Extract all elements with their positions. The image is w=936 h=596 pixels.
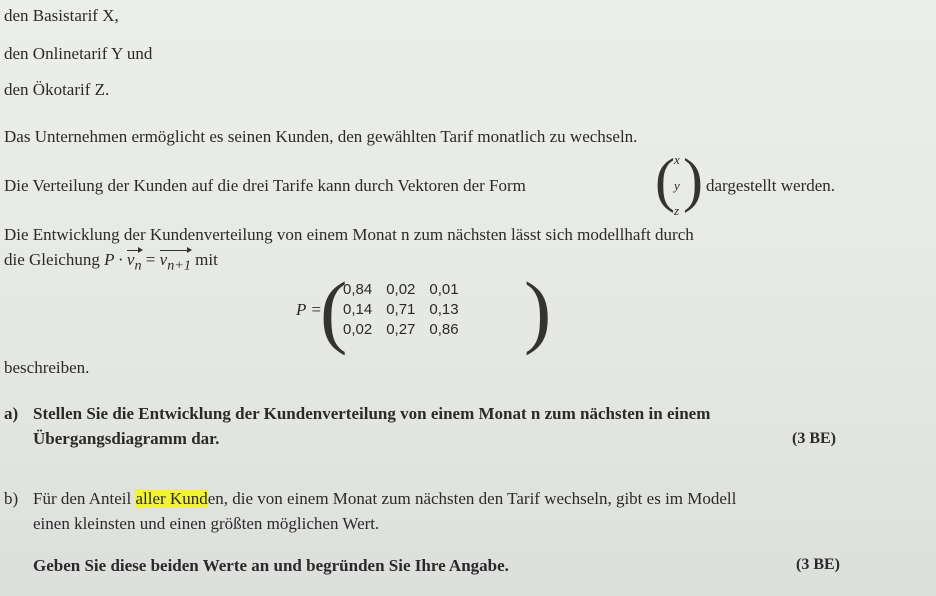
vector-vn1 bbox=[160, 250, 191, 275]
task-b-line-2: einen kleinsten und einen größten möglichen Wert. bbox=[33, 514, 380, 533]
vector-entry-z: z bbox=[674, 203, 680, 218]
matrix-cell: 0,14 bbox=[343, 301, 373, 318]
task-a-line-1: Stellen Sie die Entwicklung der Kundenverteilung von einem Monat n zum nächsten in einem bbox=[33, 404, 711, 423]
paragraph-tariff-change: Das Unternehmen ermöglicht es seinen Kunden, den gewählten Tarif monatlich zu wechseln. bbox=[4, 127, 638, 146]
equation-prefix: die Gleichung bbox=[4, 250, 100, 269]
vector-entry-y: y bbox=[674, 178, 680, 193]
task-b-label: b) bbox=[4, 489, 19, 508]
intro-line-3: den Ökotarif Z. bbox=[4, 80, 110, 99]
task-b-line-1-pre: Für den Anteil bbox=[33, 489, 132, 508]
matrix-cell: 0,71 bbox=[386, 301, 416, 318]
beschreiben-text: beschreiben. bbox=[4, 358, 90, 377]
matrix-cell: 0,02 bbox=[386, 281, 416, 298]
matrix-left-paren: ( bbox=[320, 265, 348, 356]
vector-vn1-letter: v bbox=[159, 250, 168, 269]
vector-vn bbox=[127, 250, 142, 275]
task-a-line-2: Übergangsdiagramm dar. bbox=[33, 429, 220, 448]
paragraph-development-line-2 bbox=[4, 250, 218, 275]
intro-line-1: den Basistarif X, bbox=[4, 6, 119, 25]
matrix-cell: 0,01 bbox=[429, 281, 459, 298]
matrix-cell: 0,13 bbox=[429, 301, 459, 318]
matrix-cell: 0,86 bbox=[429, 321, 459, 338]
matrix-right-paren: ) bbox=[524, 265, 552, 356]
matrix-label: P = bbox=[296, 300, 322, 319]
vector-vn-subscript: n bbox=[134, 257, 142, 274]
paragraph-development-line-1: Die Entwicklung der Kundenverteilung von einem Monat n zum nächsten lässt sich modellhaft durch bbox=[4, 225, 694, 244]
vector-entry-x: x bbox=[674, 152, 680, 167]
equation-P: P · bbox=[104, 250, 123, 269]
matrix-cell: 0,84 bbox=[343, 281, 373, 298]
matrix-row bbox=[336, 320, 466, 340]
task-a-label: a) bbox=[4, 404, 19, 423]
task-b-line-1 bbox=[33, 489, 736, 509]
intro-line-2: den Onlinetarif Y und bbox=[4, 44, 153, 63]
distribution-text-before: Die Verteilung der Kunden auf die drei Tarife kann durch Vektoren der Form bbox=[4, 176, 526, 195]
task-b-highlight: aller Kund bbox=[135, 489, 208, 508]
vector-left-paren: ( bbox=[655, 147, 675, 213]
distribution-text-after: dargestellt werden. bbox=[706, 176, 836, 195]
task-b-line-3: Geben Sie diese beiden Werte an und begründen Sie Ihre Angabe. bbox=[33, 556, 509, 575]
matrix-row bbox=[336, 300, 466, 320]
equation-equals: = bbox=[145, 250, 156, 269]
paragraph-distribution bbox=[4, 176, 526, 196]
matrix-table bbox=[336, 280, 466, 340]
matrix-cell: 0,27 bbox=[386, 321, 416, 338]
matrix-cell: 0,02 bbox=[343, 321, 373, 338]
matrix-row bbox=[336, 280, 466, 300]
task-a-points: (3 BE) bbox=[792, 430, 836, 447]
matrix-P bbox=[336, 280, 466, 340]
task-b-line-1-post: en, die von einem Monat zum nächsten den Tarif wechseln, gibt es im Modell bbox=[207, 489, 737, 508]
equation-suffix: mit bbox=[195, 250, 218, 269]
vector-right-paren: ) bbox=[683, 147, 703, 213]
vector-vn1-subscript: n+1 bbox=[167, 257, 191, 274]
vector-vn-letter: v bbox=[126, 250, 135, 269]
task-b-points: (3 BE) bbox=[796, 556, 840, 573]
